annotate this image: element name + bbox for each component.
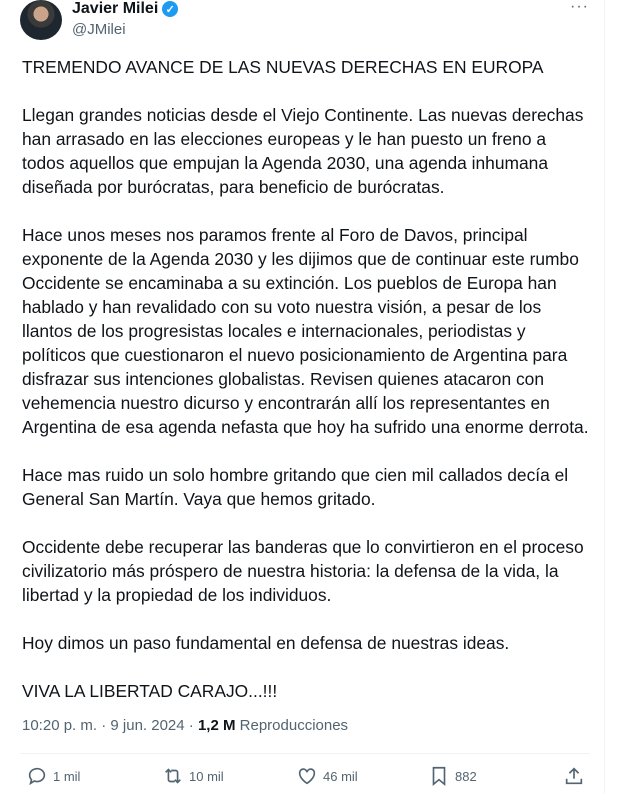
like-button[interactable] <box>296 765 358 787</box>
bookmark-count: 882 <box>455 768 477 784</box>
divider <box>20 753 590 754</box>
post-paragraph <box>22 55 602 79</box>
text-line: General San Martín. Vaya que hemos gritado. <box>22 489 376 509</box>
heart-icon <box>296 765 318 787</box>
action-bar <box>22 765 592 789</box>
text-line: hablado y han revalidado con su voto nuestra visión, a pesar de los <box>22 297 542 317</box>
post-paragraph <box>22 535 602 607</box>
repost-count: 10 mil <box>189 768 224 784</box>
reply-button[interactable] <box>26 765 80 787</box>
repost-icon <box>162 765 184 787</box>
text-line: TREMENDO AVANCE DE LAS NUEVAS DERECHAS EN EUROPA <box>22 57 544 77</box>
text-line: disfrazar sus intenciones globalistas. Revisen quienes atacaron con <box>22 369 545 389</box>
post-paragraph <box>22 223 602 439</box>
post-text <box>22 55 602 727</box>
views-label: Reproducciones <box>239 717 349 734</box>
post-time[interactable]: 10:20 p. m. <box>22 717 98 734</box>
avatar[interactable] <box>20 0 62 40</box>
post-paragraph <box>22 103 602 199</box>
text-line: Occidente se encaminaba a su extinción. Los pueblos de Europa han <box>22 273 557 293</box>
text-line: Llegan grandes noticias desde el Viejo Continente. Las nuevas derechas <box>22 105 584 125</box>
post-paragraph <box>22 463 602 511</box>
text-line: VIVA LA LIBERTAD CARAJO...!!! <box>22 681 278 701</box>
post-paragraph <box>22 679 602 703</box>
post-date[interactable]: 9 jun. 2024 <box>110 717 185 734</box>
share-button[interactable] <box>563 765 585 787</box>
text-line: llantos de los progresistas locales e internacionales, periodistas y <box>22 321 526 341</box>
author-name-row[interactable] <box>72 0 178 18</box>
text-line: Hoy dimos un paso fundamental en defensa de nuestras ideas. <box>22 633 510 653</box>
reply-count: 1 mil <box>53 768 81 784</box>
post-paragraph <box>22 631 602 655</box>
post-meta <box>22 717 348 734</box>
text-line: han arrasado en las elecciones europeas y le han puesto un freno a <box>22 129 547 149</box>
author-name[interactable]: Javier Milei <box>72 0 159 17</box>
separator: · <box>101 717 107 734</box>
text-line: Occidente debe recuperar las banderas que lo convirtieron en el proceso <box>22 537 584 557</box>
repost-button[interactable] <box>162 765 224 787</box>
text-line: civilizatorio más próspero de nuestra historia: la defensa de la vida, la <box>22 561 559 581</box>
text-line: libertad y la propiedad de los individuos. <box>22 585 332 605</box>
share-icon <box>563 765 585 787</box>
text-line: todos aquellos que empujan la Agenda 2030, una agenda inhumana <box>22 153 549 173</box>
bookmark-button[interactable] <box>428 765 477 787</box>
text-line: políticos que cuestionaron el nuevo posicionamiento de Argentina para <box>22 345 568 365</box>
reply-icon <box>26 765 48 787</box>
text-line: Hace unos meses nos paramos frente al Foro de Davos, principal <box>22 225 528 245</box>
author-handle[interactable]: @JMilei <box>72 21 126 38</box>
text-line: Argentina de esa agenda nefasta que hoy ha sufrido una enorme derrota. <box>22 417 589 437</box>
more-options-icon[interactable]: ··· <box>570 0 589 15</box>
text-line: vehemencia nuestro dicurso y encontrarán allí los representantes en <box>22 393 550 413</box>
text-line: exponente de la Agenda 2030 y les dijimos que de continuar este rumbo <box>22 249 579 269</box>
bookmark-icon <box>428 765 450 787</box>
like-count: 46 mil <box>323 768 358 784</box>
text-line: diseñada por burócratas, para beneficio de burócratas. <box>22 177 445 197</box>
separator: · <box>188 717 194 734</box>
text-line: Hace mas ruido un solo hombre gritando que cien mil callados decía el <box>22 465 569 485</box>
views-count: 1,2 M <box>197 717 236 734</box>
verified-badge-icon: ✓ <box>162 1 178 17</box>
